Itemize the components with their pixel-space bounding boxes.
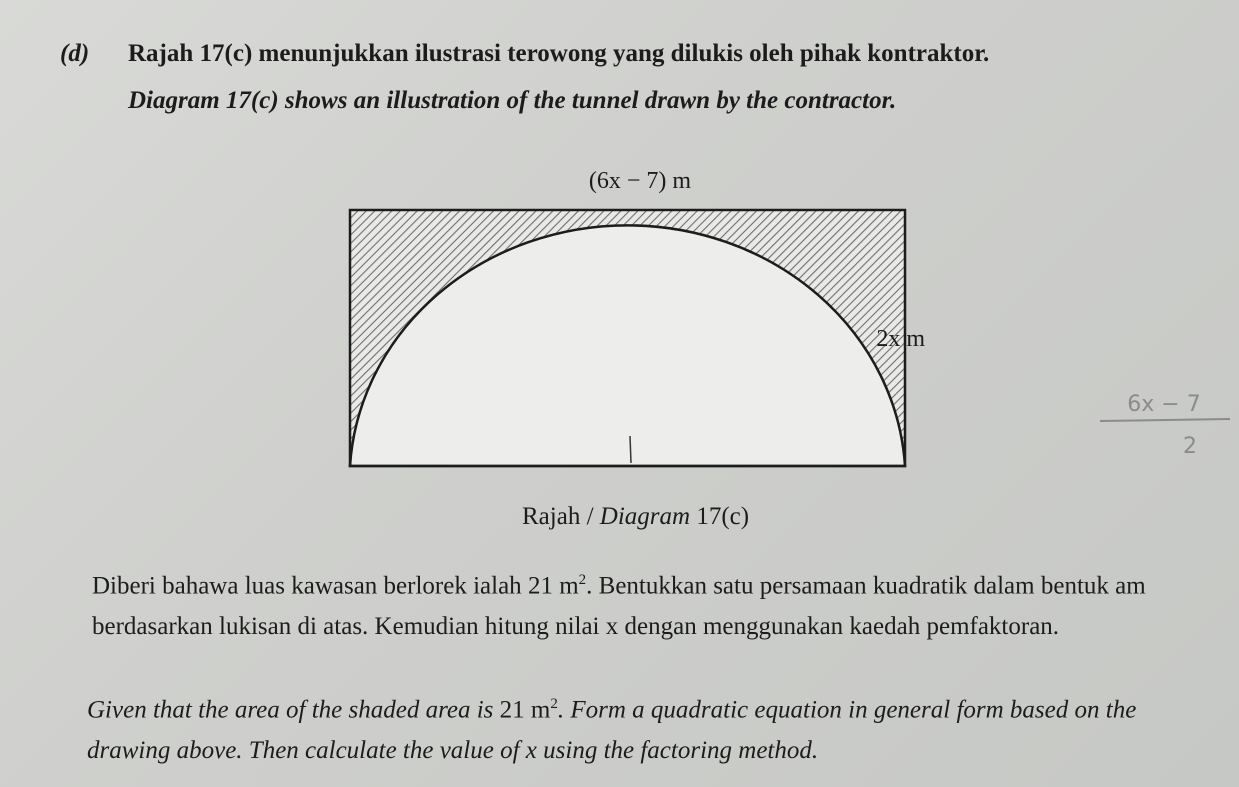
center-tick-mark — [630, 436, 631, 463]
caption-english: Diagram — [599, 503, 691, 530]
caption-number: 17(c) — [690, 503, 750, 530]
caption-malay: Rajah / — [522, 503, 600, 530]
malay-text-start: Diberi bahawa luas kawasan berlorek ialah — [92, 572, 528, 600]
tunnel-diagram — [340, 160, 930, 480]
question-intro-english: Diagram 17(c) shows an illustration of the tunnel drawn by the contractor. — [128, 87, 897, 114]
handwritten-numerator: 6x − 7 — [1127, 392, 1201, 417]
question-part-label: (d) — [60, 40, 90, 67]
diagram-caption — [522, 503, 749, 531]
english-area-value: 21 m — [499, 696, 551, 724]
question-intro-malay: Rajah 17(c) menunjukkan ilustrasi terowong yang dilukis oleh pihak kontraktor. — [128, 40, 990, 67]
malay-text-end: . Bentukkan satu persamaan kuadratik dalam bentuk am berdasarkan lukisan di atas. Kemudian hitung nilai x dengan menggunakan kaedah pemfaktoran. — [92, 572, 1146, 641]
malay-area-value: 21 m — [527, 572, 579, 600]
handwritten-note — [1090, 385, 1238, 465]
english-text-end: . Form a quadratic equation in general form based on the drawing above. Then calculate the value of x using the factoring method. — [87, 696, 1137, 765]
english-text-start: Given that the area of the shaded area is — [87, 696, 500, 724]
question-body-malay — [92, 560, 1202, 647]
top-width-label: (6x − 7) m — [588, 168, 692, 194]
handwritten-fraction-bar — [1100, 419, 1230, 421]
malay-area-exponent: 2 — [578, 572, 587, 588]
side-height-label: 2x m — [876, 326, 925, 352]
handwritten-denominator: 2 — [1183, 434, 1197, 459]
english-area-exponent: 2 — [550, 696, 558, 712]
question-body-english — [87, 684, 1217, 771]
